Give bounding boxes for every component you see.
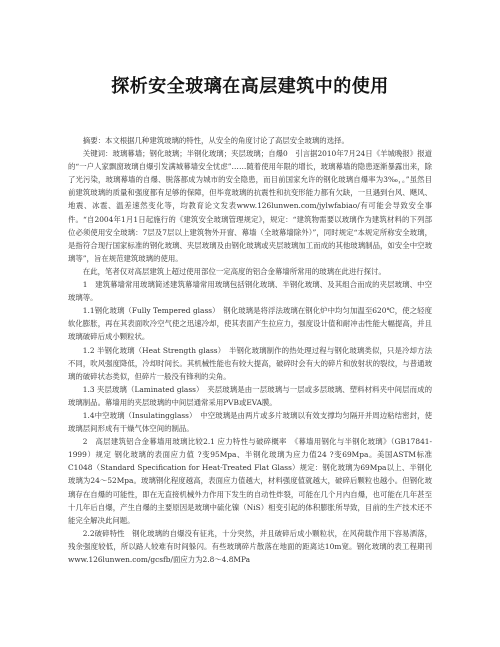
document-body (68, 134, 432, 566)
section-1-paragraph: 1 建筑幕墙常用玻璃简述建筑幕墙常用玻璃包括钢化玻璃、半钢化玻璃、及其组合而成的夹层玻璃、中空玻璃等。 (68, 280, 432, 303)
abstract-paragraph: 摘要：本文根据几种建筑玻璃的特性，从安全的角度讨论了高层安全玻璃的选择。 (82, 136, 349, 145)
section-1-1-paragraph: 1.1钢化玻璃（Fully Tempered glass） 钢化玻璃是将浮法玻璃在钢化炉中均匀加温至620℃，使之轻度软化膨胀，再在其表面吹冷空气使之迅速冷却，使其表面产生拉应力，强度设计值和耐冲击性能大幅提高，并且玻璃破碎后成小颗粒状。 (68, 306, 432, 342)
document-title: 探析安全玻璃在高层建筑中的使用 (111, 76, 389, 97)
body-paragraph: 在此，笔者仅对高层建筑上超过使用部位一定高度的铝合金幕墙所常用的玻璃在此进行探讨。 (82, 266, 386, 276)
section-2-2-paragraph: 2.2破碎特性 钢化玻璃的自爆没有征兆，十分突然，并且破碎后成小颗粒状，在风荷载作用下容易洒落，残余强度较低，所以路人较难有时间躲闪。有些玻璃碎片散落在地面的距离达10m宽。钢化玻璃的表工程期刊www.126lunwen.com/gcsfb/面应力为2.8～4.8MPa (68, 528, 432, 564)
section-1-3-paragraph: 1.3 夹层玻璃（Laminated glass） 夹层玻璃是由一层玻璃与一层或多层玻璃、塑料材料夹中间层而成的玻璃制品。幕墙用的夹层玻璃的中间层通常采用PVB或EVA膜。 (68, 384, 432, 407)
section-1-4-paragraph: 1.4中空玻璃（Insulatingglass） 中空玻璃是由两片或多片玻璃以有效支撑均匀隔开并周边粘结密封，使玻璃层间形成有干燥气体空间的制品。 (68, 410, 432, 434)
keywords-intro-paragraph: 关键词：玻璃幕墙；钢化玻璃；半钢化玻璃；夹层玻璃；自爆0 引言据2010年7月24日《羊城晚报》报道的“一户人家飘窗玻璃自爆引发满城幕墙安全忧虑”……随着使用年限的增长，玻璃幕墙的隐患逐渐暴露出来，除了光污染，玻璃幕墙的自爆、脱落都成为城市的安全隐患，而目前国家允许的钢化玻璃自爆率为3‰，。”虽然目前建筑玻璃的质量和强度都有足够的保障，但毕竟玻璃的抗震性和抗变形能力都有欠缺，一旦遇到台风、飓风、地震、冰雹、温差速然变化等，均教育论文发表www.126lunwen.com/jylwfabiao/有可能会导致安全事件。“自2004年1月1日起施行的《建筑安全玻璃管理规定》，规定：“建筑物需要以玻璃作为建筑材料的下列部位必须使用安全玻璃：7层及7层以上建筑物外开窗、幕墙（全玻幕墙除外）”，同时规定“本规定所称安全玻璃，是指符合现行国家标准的钢化玻璃、夹层玻璃及由钢化玻璃或夹层玻璃加工而成的其他玻璃制品，如安全中空玻璃等”，旨在规范建筑玻璃的使用。 (68, 149, 432, 263)
section-2-paragraph: 2 高层建筑铝合金幕墙用玻璃比较2.1 应力特性与破碎概率 《幕墙用钢化与半钢化玻璃》（GB17841-1999）规定 钢化玻璃的表面应力值 ?变95Mpa、半钢化玻璃为应力值24 ?变69Mpa。美国ASTM标准C1048（Standard Specification for Heat-Treated Flat Glass）规定：钢化玻璃为69Mpa以上、半钢化玻璃为24～52Mpa。玻璃钢化程度越高，表面应力值越大，材料强度值就越大，破碎后颗粒也越小。但钢化玻璃存在自爆的可能性，即在无直接机械外力作用下发生的自动性炸裂，可能在几个月内自爆，也可能在几年甚至十几年后自爆，产生自爆的主要原因是玻璃中硫化镍（NiS）相变引起的体积膨胀所导致，目前的生产技术还不能完全解决此问题。 (68, 437, 432, 525)
section-1-2-paragraph: 1.2 半钢化玻璃（Heat Strength glass） 半钢化玻璃制作的热处理过程与钢化玻璃类似，只是冷却方法不同，吹风强度降低，冷却时间长。其机械性能也有较大提高，破碎时会有大的碎片和放射状的裂纹，与普通玻璃的破碎状态类似，但碎片一般没有锋利的尖角。 (68, 345, 432, 381)
